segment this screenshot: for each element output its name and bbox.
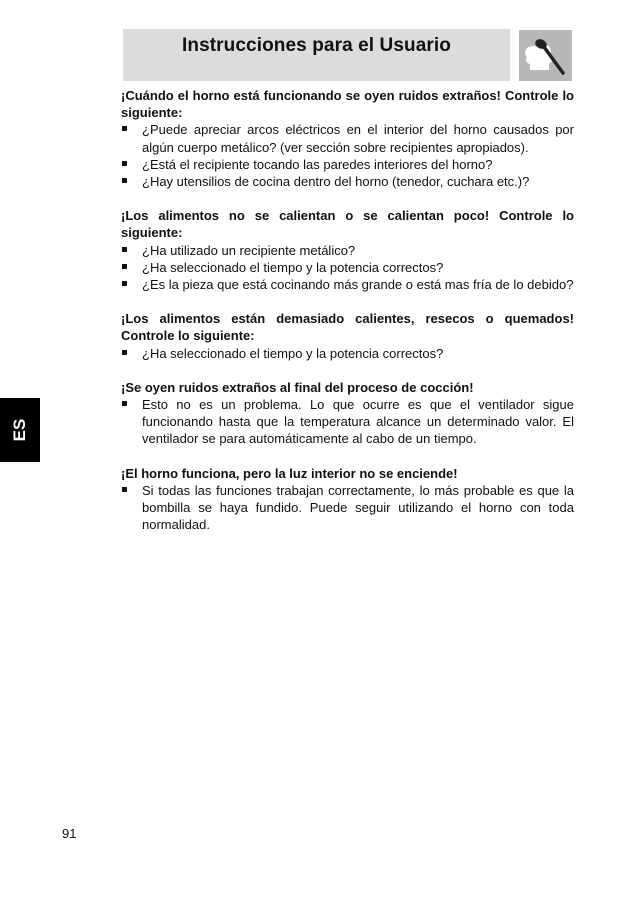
section-strange-noises <box>121 87 574 190</box>
list-item-text: ¿Ha utilizado un recipiente metálico? <box>142 242 356 258</box>
list-item-text: ¿Es la pieza que está cocinando más grande o está mas fría de lo debido? <box>142 277 574 293</box>
bullet-marker <box>122 281 127 286</box>
list-item <box>121 345 574 362</box>
section-heading: ¡Los alimentos están demasiado calientes, resecos o quemados! Controle lo siguiente: <box>121 311 574 344</box>
language-tab-label: ES <box>10 418 29 442</box>
list-item <box>121 396 574 448</box>
bullet-marker <box>122 247 127 252</box>
bullet-list <box>121 121 574 190</box>
list-item <box>121 482 574 534</box>
bullet-marker <box>122 161 127 166</box>
section-heading: ¡Cuándo el horno está funcionando se oyen ruidos extraños! Controle lo siguiente: <box>121 88 574 121</box>
bullet-marker <box>122 487 127 492</box>
language-tab <box>0 398 40 462</box>
bullet-list <box>121 396 574 448</box>
page-number: 91 <box>62 826 77 841</box>
list-item-text: ¿Puede apreciar arcos eléctricos en el interior del horno causados por algún cuerpo metálico? (ver sección sobre recipientes apropiados). <box>142 122 574 155</box>
section-heading: ¡Se oyen ruidos extraños al final del proceso de cocción! <box>121 379 474 395</box>
list-item <box>121 173 574 190</box>
list-item-text: ¿Ha seleccionado el tiempo y la potencia correctos? <box>142 345 444 361</box>
section-food-not-heating <box>121 207 574 293</box>
list-item <box>121 259 574 276</box>
bullet-list <box>121 345 574 362</box>
chef-hat-spoon-icon <box>519 30 572 81</box>
bullet-marker <box>122 401 127 406</box>
list-item <box>121 276 574 293</box>
section-heading: ¡El horno funciona, pero la luz interior no se enciende! <box>121 465 458 481</box>
chef-hat-spoon-graphic <box>519 30 572 81</box>
bullet-marker <box>122 350 127 355</box>
section-food-too-hot <box>121 310 574 362</box>
list-item-text: Si todas las funciones trabajan correctamente, lo más probable es que la bombilla se haya fundido. Puede seguir utilizando el horno con toda normalidad. <box>142 482 574 533</box>
bullet-marker <box>122 178 127 183</box>
list-item-text: ¿Ha seleccionado el tiempo y la potencia correctos? <box>142 259 444 275</box>
section-interior-light <box>121 465 574 534</box>
list-item <box>121 121 574 155</box>
section-noise-after-cooking <box>121 379 574 448</box>
bullet-marker <box>122 264 127 269</box>
list-item <box>121 156 574 173</box>
list-item <box>121 242 574 259</box>
bullet-list <box>121 242 574 294</box>
list-item-text: Esto no es un problema. Lo que ocurre es que el ventilador sigue funcionando hasta que la temperatura alcance un determinado valor. El ventilador se para automáticamente al cabo de un tiempo. <box>142 397 574 447</box>
troubleshooting-content <box>121 87 574 550</box>
list-item-text: ¿Hay utensilios de cocina dentro del horno (tenedor, cuchara etc.)? <box>142 174 530 190</box>
list-item-text: ¿Está el recipiente tocando las paredes interiores del horno? <box>142 156 493 172</box>
section-heading: ¡Los alimentos no se calientan o se calientan poco! Controle lo siguiente: <box>121 208 574 241</box>
page-title: Instrucciones para el Usuario <box>182 35 451 56</box>
bullet-marker <box>122 126 127 131</box>
bullet-list <box>121 482 574 534</box>
